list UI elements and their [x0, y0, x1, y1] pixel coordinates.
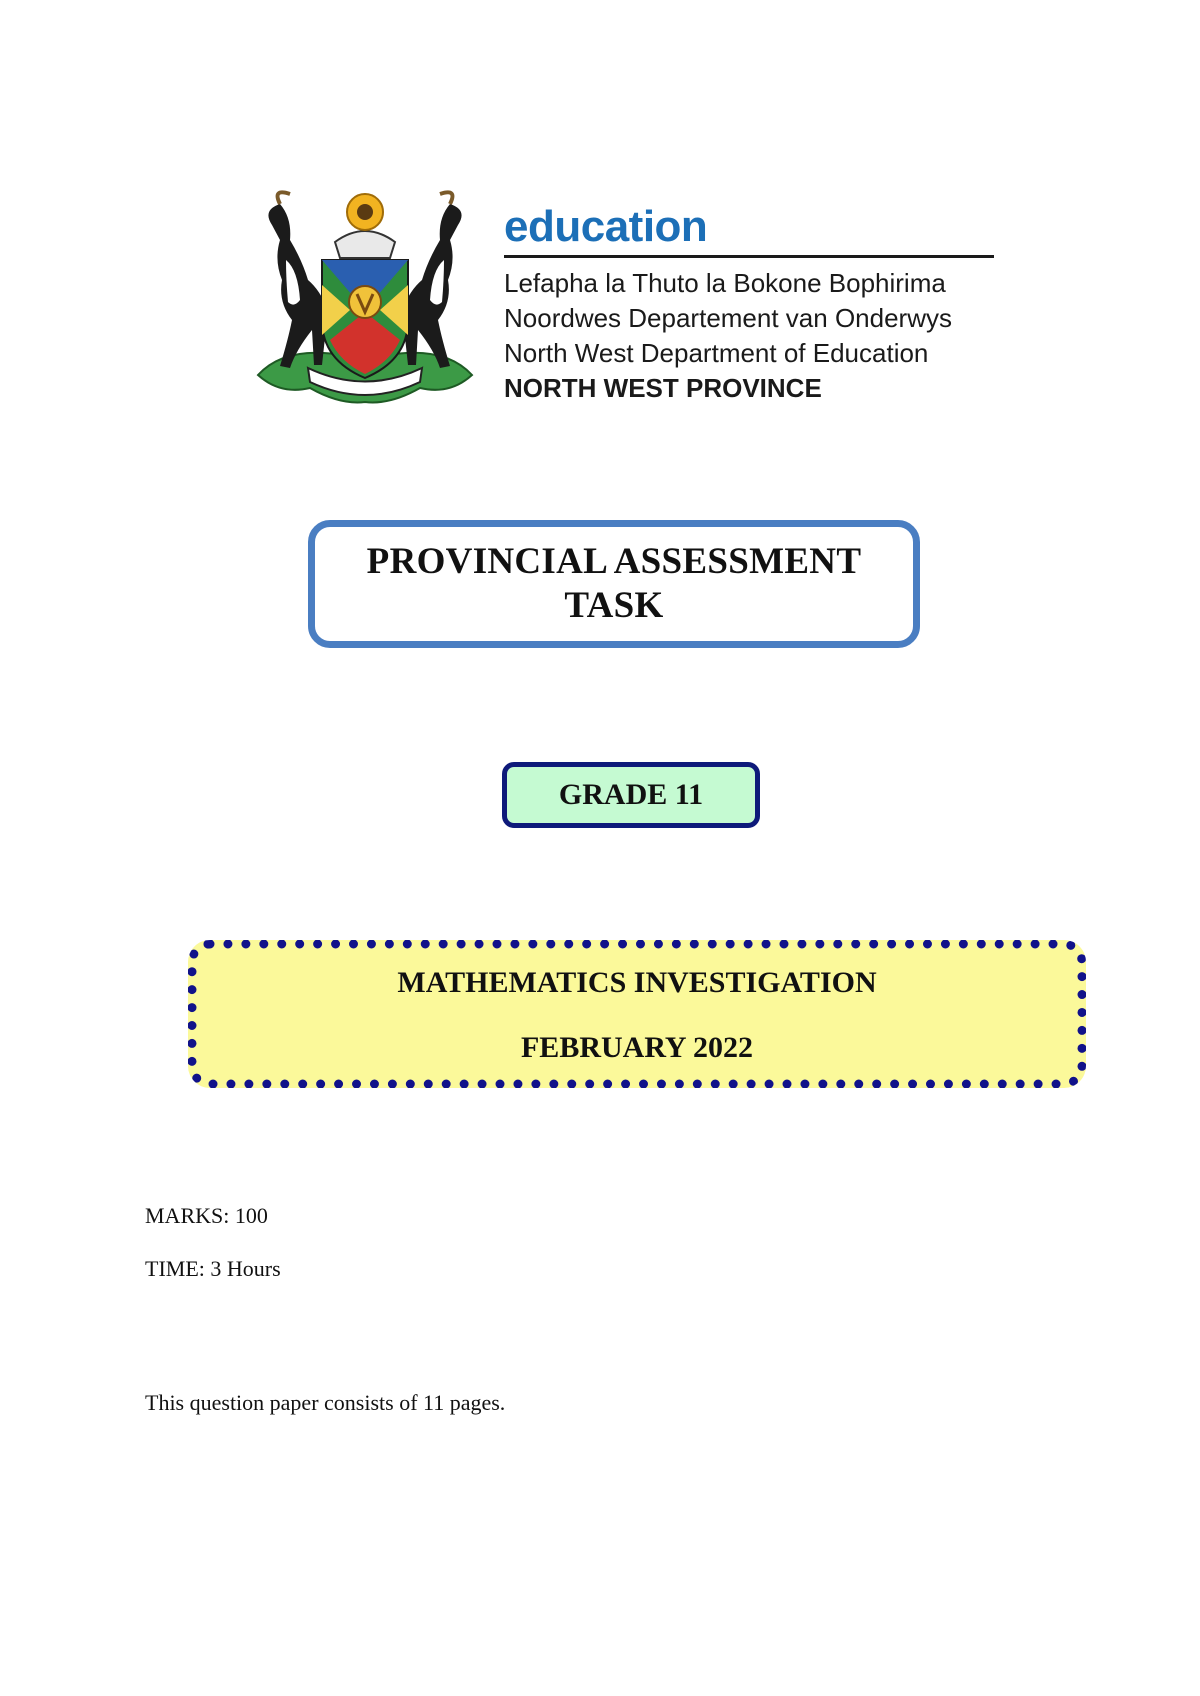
grade-badge [502, 762, 760, 828]
department-name-afrikaans: Noordwes Departement van Onderwys [504, 303, 952, 333]
marks-line: MARKS: 100 [145, 1203, 268, 1228]
brand-divider [504, 255, 994, 258]
province-name: NORTH WEST PROVINCE [504, 373, 822, 403]
header [250, 190, 1000, 420]
assessment-title-line-2: TASK [564, 585, 664, 626]
education-wordmark: education [504, 202, 708, 251]
subject-box [188, 940, 1086, 1088]
assessment-title-line-1: PROVINCIAL ASSESSMENT [366, 541, 862, 582]
assessment-title [367, 540, 862, 628]
department-name-setswana: Lefapha la Thuto la Bokone Bophirima [504, 268, 946, 298]
grade-label: GRADE 11 [558, 778, 704, 811]
time-line: TIME: 3 Hours [145, 1256, 281, 1281]
exam-date: FEBRUARY 2022 [520, 1031, 753, 1064]
coat-of-arms-icon [250, 190, 480, 420]
department-branding [504, 202, 999, 406]
page-count-note: This question paper consists of 11 pages. [145, 1390, 506, 1415]
subject-name: MATHEMATICS INVESTIGATION [397, 966, 877, 999]
assessment-title-box [308, 520, 920, 648]
department-name-english: North West Department of Education [504, 338, 929, 368]
